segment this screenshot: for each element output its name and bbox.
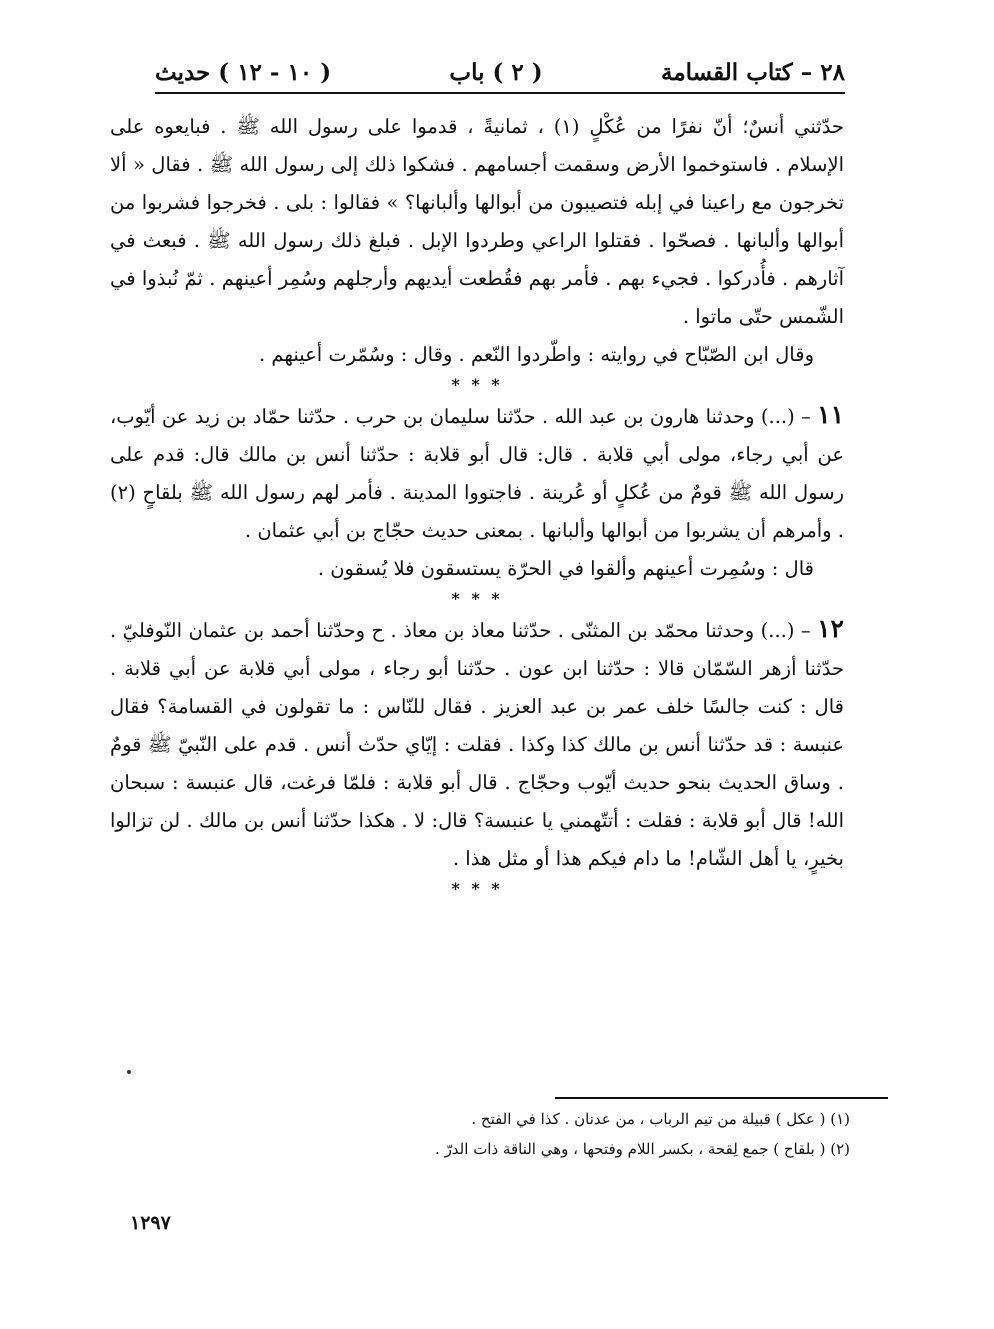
page-number: ١٢٩٧ (130, 1212, 171, 1234)
header-hadith-range: ( ١٠ - ١٢ ) حديث (155, 58, 332, 86)
header-divider (155, 92, 845, 94)
hadith-12-text (110, 610, 844, 878)
section-separator: * * * (451, 589, 503, 608)
footnotes (280, 1104, 850, 1164)
hadith-12-body: – (...) وحدثنا محمّد بن المثنّى . حدّثنا معاذ بن معاذ . ح وحدّثنا أحمد بن عثمان النّوفليّ . حدّثنا أزهر السّمّان قالا : حدّثنا ابن عون . حدّثنا أبو رجاء ، مولى أبي قلابة عن أبي قلابة . قال : كنت جالسًا خلف عمر بن عبد العزيز . فقال للنّاس : ما تقولون في القسامة؟ فقال عنبسة : قد حدّثنا أنس بن مالك كذا وكذا . فقلت : إيّاي حدّث أنس . قدم على النّبيّ ﷺ قومٌ . وساق الحديث بنحو حديث أيّوب وحجّاج . قال أبو قلابة : فلمّا فرغت، قال عنبسة : سبحان الله! قال أبو قلابة : فقلت : أتتّهمني يا عنبسة؟ قال: لا . هكذا حدّثنا أنس بن مالك . لن تزالوا بخيرٍ، يا أهل الشّام! ما دام فيكم هذا أو مثل هذا . (110, 619, 844, 870)
hadith-11-text (110, 396, 844, 550)
hadith-number: ١١ (817, 400, 844, 429)
hadith-11-note: قال : وسُمِرت أعينهم وألقوا في الحرّة يستسقون فلا يُسقون . (317, 557, 814, 580)
footnote-divider (555, 1097, 888, 1099)
hadith-10-text: حدّثني أنسٌ؛ أنّ نفرًا من عُكْلٍ (١) ، ثمانيةً ، قدموا على رسول الله ﷺ . فبايعوه على الإسلام . فاستوخموا الأرض وسقمت أجسامهم . فشكوا ذلك إلى رسول الله ﷺ . فقال « ألا تخرجون مع راعينا في إبله فتصيبون من أبوالها وألبانها؟ » فقالوا : بلى . فخرجوا فشربوا من أبوالها وألبانها . فصحّوا . فقتلوا الراعي وطردوا الإبل . فبلغ ذلك رسول الله ﷺ . فبعث في آثارهم . فأُدركوا . فجيء بهم . فأمر بهم فقُطعت أيديهم وأرجلهم وسُمِر أعينهم . ثمّ نُبذوا في الشّمس حتّى ماتوا . (110, 115, 844, 328)
footnote-1: (١) ( عكل ) قبيلة من تيم الرباب ، من عدنان . كذا في الفتح . (471, 1110, 850, 1128)
main-text (110, 108, 844, 900)
header-section: ( ٢ ) باب (449, 58, 543, 86)
section-separator: * * * (451, 879, 503, 898)
footnote-2: (٢) ( بلقاح ) جمع لِقحة ، بكسر اللام وفتحها ، وهي الناقة ذات الدرّ . (435, 1140, 850, 1158)
hadith-11-body: – (...) وحدثنا هارون بن عبد الله . حدّثنا سليمان بن حرب . حدّثنا حمّاد بن زيد عن أيّوب، عن أبي رجاء، مولى أبي قلابة . قال: قال أبو قلابة : حدّثنا أنس بن مالك قال: قدم على رسول الله ﷺ قومٌ من عُكلٍ أو عُرينة . فاجتووا المدينة . فأمر لهم رسول الله ﷺ بلقاحٍ (٢) . وأمرهم أن يشربوا من أبوالها وألبانها . بمعنى حديث حجّاج بن أبي عثمان . (110, 405, 844, 542)
hadith-number: ١٢ (817, 614, 844, 643)
margin-mark (127, 1070, 131, 1074)
section-separator: * * * (451, 375, 503, 394)
hadith-10-variant: وقال ابن الصّبّاح في روايته : واطّردوا النّعم . وقال : وسُمّرت أعينهم . (259, 343, 814, 366)
page-header (155, 52, 845, 92)
header-chapter: ٢٨ – كتاب القسامة (660, 58, 845, 86)
